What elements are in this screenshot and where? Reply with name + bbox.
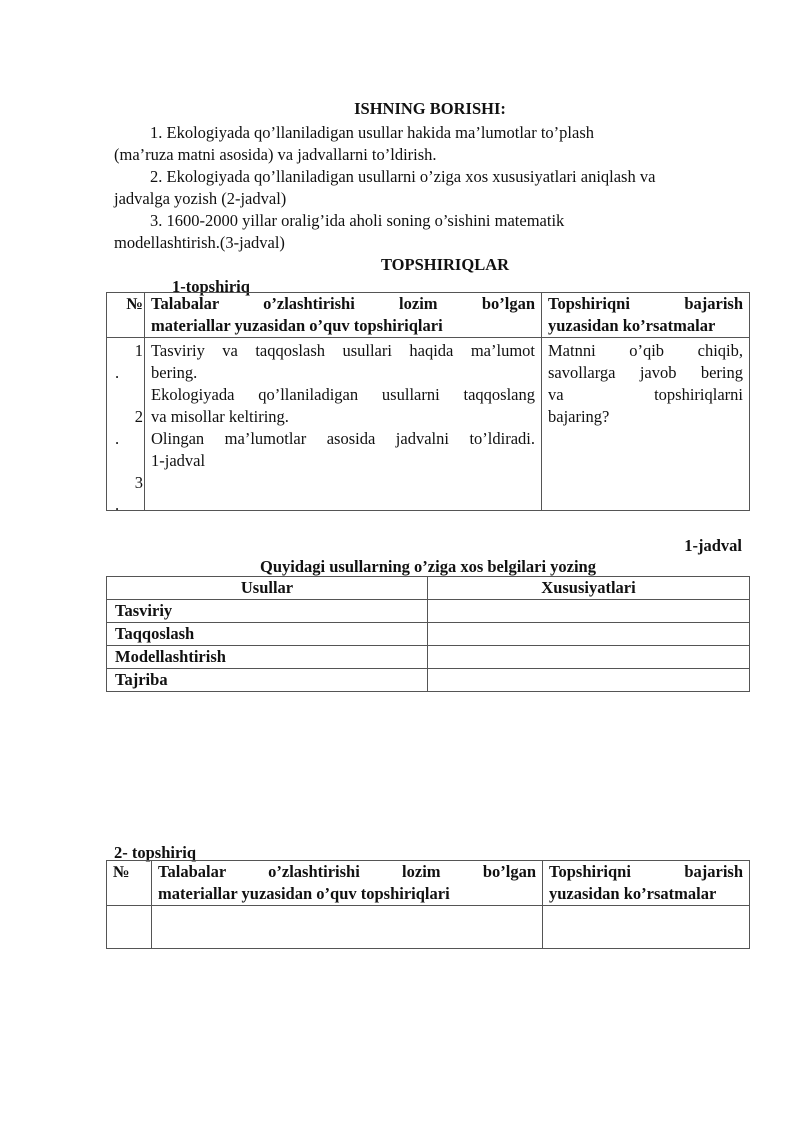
task-1-material-line: va misollar keltiring. xyxy=(151,407,289,426)
method-name: Taqqoslash xyxy=(107,623,428,646)
step-1-line-2: (ma’ruza matni asosida) va jadvallarni to’ldirish. xyxy=(114,145,437,164)
task-1-materials-cell xyxy=(145,338,542,511)
methods-table-row xyxy=(107,669,750,692)
task-1-guidance-line: va topshiriqlarni xyxy=(548,385,743,404)
task-2-header-row xyxy=(107,861,750,906)
task-2-guidance-cell[interactable] xyxy=(543,906,750,949)
task-1-body-row xyxy=(107,338,750,511)
task-2-materials-cell[interactable] xyxy=(152,906,543,949)
step-3-line-1: 3. 1600-2000 yillar oralig’ida aholi soning o’sishini matematik xyxy=(150,211,565,230)
task-1-col-materials-line-1: Talabalar o’zlashtirishi lozim bo’lgan xyxy=(151,294,535,313)
page-heading: ISHNING BORISHI: xyxy=(354,99,506,118)
method-name: Tajriba xyxy=(107,669,428,692)
method-feature-cell[interactable] xyxy=(428,646,750,669)
task-2-col-guidance-line-1: Topshiriqni bajarish xyxy=(549,862,743,881)
task-1-number-dot: . xyxy=(115,495,120,514)
task-1-col-guidance-line-2: yuzasidan ko’rsatmalar xyxy=(548,316,716,335)
task-1-material-line: bering. xyxy=(151,363,198,382)
task-1-col-materials-line-2: materiallar yuzasidan o’quv topshiriqlari xyxy=(151,316,443,335)
task-1-col-materials xyxy=(145,293,542,338)
task-1-col-guidance-line-1: Topshiriqni bajarish xyxy=(548,294,743,313)
methods-table xyxy=(106,576,750,692)
task-1-numbers-cell xyxy=(107,338,145,514)
task-1-col-guidance xyxy=(542,293,750,338)
task-1-material-line: Tasviriy va taqqoslash usullari haqida ma’lumot xyxy=(151,341,535,360)
methods-header-usullar: Usullar xyxy=(107,577,428,600)
task-1-material-line: Olingan ma’lumotlar asosida jadvalni to’ldiradi. xyxy=(151,429,535,448)
step-2-line-1: 2. Ekologiyada qo’llaniladigan usullarni o’ziga xos xususiyatlari aniqlash va xyxy=(150,167,656,186)
task-1-number-dot: . xyxy=(115,363,120,382)
task-2-col-materials xyxy=(152,861,543,906)
methods-table-row xyxy=(107,646,750,669)
task-1-number: 1 xyxy=(134,341,143,360)
task-2-col-materials-line-1: Talabalar o’zlashtirishi lozim bo’lgan xyxy=(158,862,536,881)
task-1-guidance-line: bajaring? xyxy=(548,407,610,426)
task-1-label: 1-topshiriq xyxy=(172,277,250,296)
step-2-line-2: jadvalga yozish (2-jadval) xyxy=(114,189,287,208)
task-1-material-line: 1-jadval xyxy=(151,451,206,470)
methods-table-header-row xyxy=(107,577,750,600)
methods-table-row xyxy=(107,623,750,646)
task-1-header-row xyxy=(107,293,750,338)
task-2-label: 2- topshiriq xyxy=(114,843,197,862)
task-2-col-guidance xyxy=(543,861,750,906)
method-name: Tasviriy xyxy=(107,600,428,623)
table-1-label: 1-jadval xyxy=(684,536,742,555)
task-1-number: 3 xyxy=(134,473,143,492)
methods-header-xususiyatlari: Xususiyatlari xyxy=(428,577,750,600)
task-1-col-no: № xyxy=(107,293,145,338)
method-name: Modellashtirish xyxy=(107,646,428,669)
method-feature-cell[interactable] xyxy=(428,600,750,623)
task-1-number-dot: . xyxy=(115,429,120,448)
task-2-col-guidance-line-2: yuzasidan ko’rsatmalar xyxy=(549,884,717,903)
task-2-col-materials-line-2: materiallar yuzasidan o’quv topshiriqlari xyxy=(158,884,450,903)
task-1-table xyxy=(106,292,750,514)
method-feature-cell[interactable] xyxy=(428,623,750,646)
step-3-line-2: modellashtirish.(3-jadval) xyxy=(114,233,285,252)
task-1-guidance-line: savollarga javob bering xyxy=(548,363,743,382)
methods-table-row xyxy=(107,600,750,623)
method-feature-cell[interactable] xyxy=(428,669,750,692)
task-2-col-no: № xyxy=(107,861,152,906)
task-1-guidance-cell xyxy=(542,338,750,511)
task-2-number-cell[interactable] xyxy=(107,906,152,949)
task-1-guidance-line: Matnni o’qib chiqib, xyxy=(548,341,743,360)
task-2-table xyxy=(106,860,750,949)
step-1-line-1: 1. Ekologiyada qo’llaniladigan usullar hakida ma’lumotlar to’plash xyxy=(150,123,595,142)
task-1-number: 2 xyxy=(134,407,143,426)
section-title: TOPSHIRIQLAR xyxy=(380,255,510,274)
task-1-material-line: Ekologiyada qo’llaniladigan usullarni taqqoslang xyxy=(151,385,535,404)
task-2-body-row xyxy=(107,906,750,949)
table-1-title: Quyidagi usullarning o’ziga xos belgilari yozing xyxy=(259,557,596,576)
